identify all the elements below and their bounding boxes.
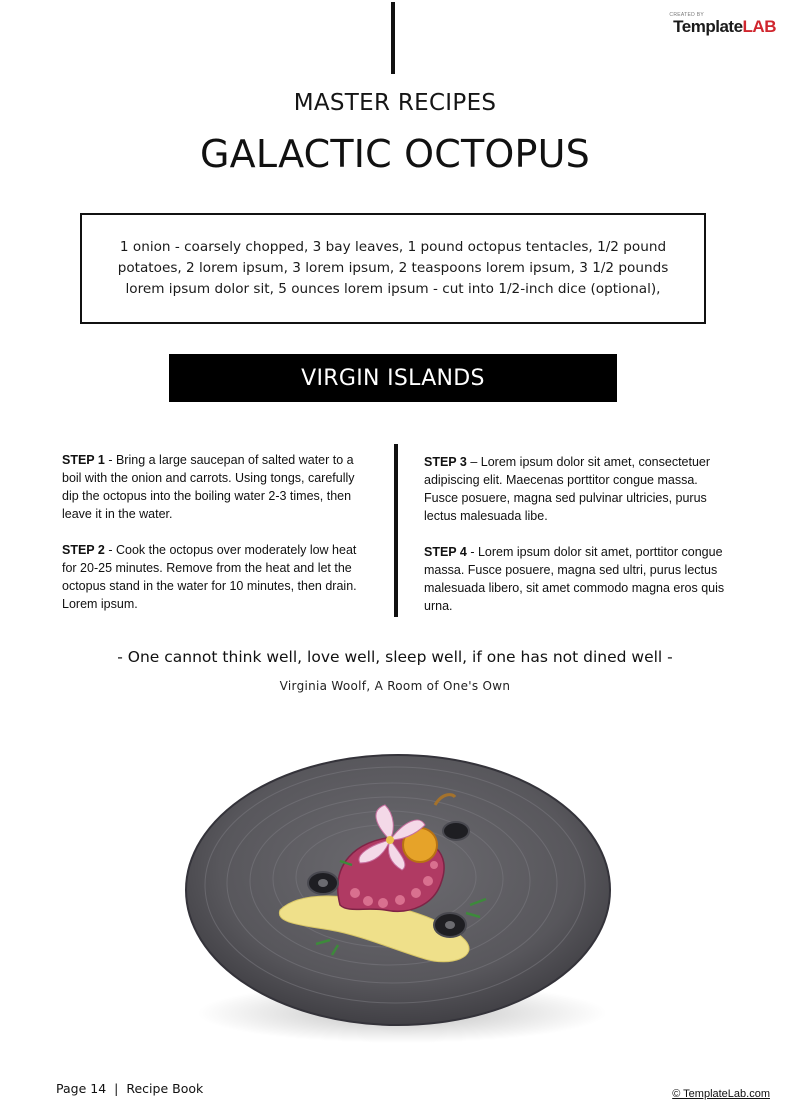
step-1-text: Bring a large saucepan of salted water to a boil with the onion and carrots. Using tongs, carefully dip the octopus into the boiling water 2-3 times, then leave it in the water. (62, 453, 355, 521)
step-4-label: STEP 4 (424, 545, 467, 559)
region-banner: VIRGIN ISLANDS (169, 354, 617, 402)
octopus-dish-photo (180, 745, 620, 1045)
book-name: Recipe Book (126, 1081, 204, 1096)
section-kicker: MASTER RECIPES (293, 90, 497, 116)
step-2: STEP 2 - Cook the octopus over moderately low heat for 20-25 minutes. Remove from the heat and let the octopus stand in the water for 10 minutes, then drain. Lorem ipsum. (62, 543, 357, 611)
top-vertical-rule (391, 2, 395, 74)
olive-slice (443, 822, 469, 840)
step-1-label: STEP 1 (62, 453, 105, 467)
templatelab-logo[interactable] (669, 12, 776, 36)
logo-created-by: CREATED BY (669, 12, 704, 18)
step-4-text: Lorem ipsum dolor sit amet, porttitor congue massa. Fusce posuere, magna sed ultri, purus lectus malesuada libero, sit amet commodo magna eros quis urna. (424, 545, 725, 613)
step-1: STEP 1 - Bring a large saucepan of salted water to a boil with the onion and carrots. Using tongs, carefully dip the octopus into the boiling water 2-3 times, then leave it in the water. (62, 453, 355, 521)
step-3-text: Lorem ipsum dolor sit amet, consectetuer adipiscing elit. Maecenas porttitor congue massa. Fusce posuere, magna sed pulvinar ultricies, purus lectus malesuada libe. (424, 455, 711, 523)
quote: - One cannot think well, love well, sleep well, if one has not dined well - (117, 648, 673, 666)
recipe-title: GALACTIC OCTOPUS (200, 132, 590, 176)
page-footer: Page 14 | Recipe Book (56, 1081, 204, 1096)
step-3: STEP 3 – Lorem ipsum dolor sit amet, consectetuer adipiscing elit. Maecenas porttitor congue massa. Fusce posuere, magna sed pulvinar ultricies, purus lectus malesuada libe. (424, 455, 711, 523)
step-3-label: STEP 3 (424, 455, 467, 469)
steps-left-column (62, 451, 372, 631)
ingredients-box (80, 213, 706, 324)
column-divider (394, 444, 398, 617)
step-4: STEP 4 - Lorem ipsum dolor sit amet, porttitor congue massa. Fusce posuere, magna sed ultri, purus lectus malesuada libero, sit amet commodo magna eros quis urna. (424, 545, 725, 613)
step-2-label: STEP 2 (62, 543, 105, 557)
step-2-text: Cook the octopus over moderately low heat for 20-25 minutes. Remove from the heat and let the octopus stand in the water for 10 minutes, then drain. Lorem ipsum. (62, 543, 357, 611)
ingredients-text: 1 onion - coarsely chopped, 3 bay leaves, 1 pound octopus tentacles, 1/2 pound potatoes, 2 lorem ipsum, 3 lorem ipsum, 2 teaspoons lorem ipsum, 3 1/2 pounds lorem ipsum dolor sit, 5 ounces lorem ipsum - cut into 1/2-inch dice (optional), (117, 239, 669, 297)
page-number: Page 14 (56, 1081, 107, 1096)
steps-right-column (424, 453, 734, 633)
copyright-link[interactable]: © TemplateLab.com (672, 1088, 770, 1100)
quote-attribution: Virginia Woolf, A Room of One's Own (279, 679, 511, 693)
logo-wordmark: TemplateLAB (673, 17, 776, 36)
